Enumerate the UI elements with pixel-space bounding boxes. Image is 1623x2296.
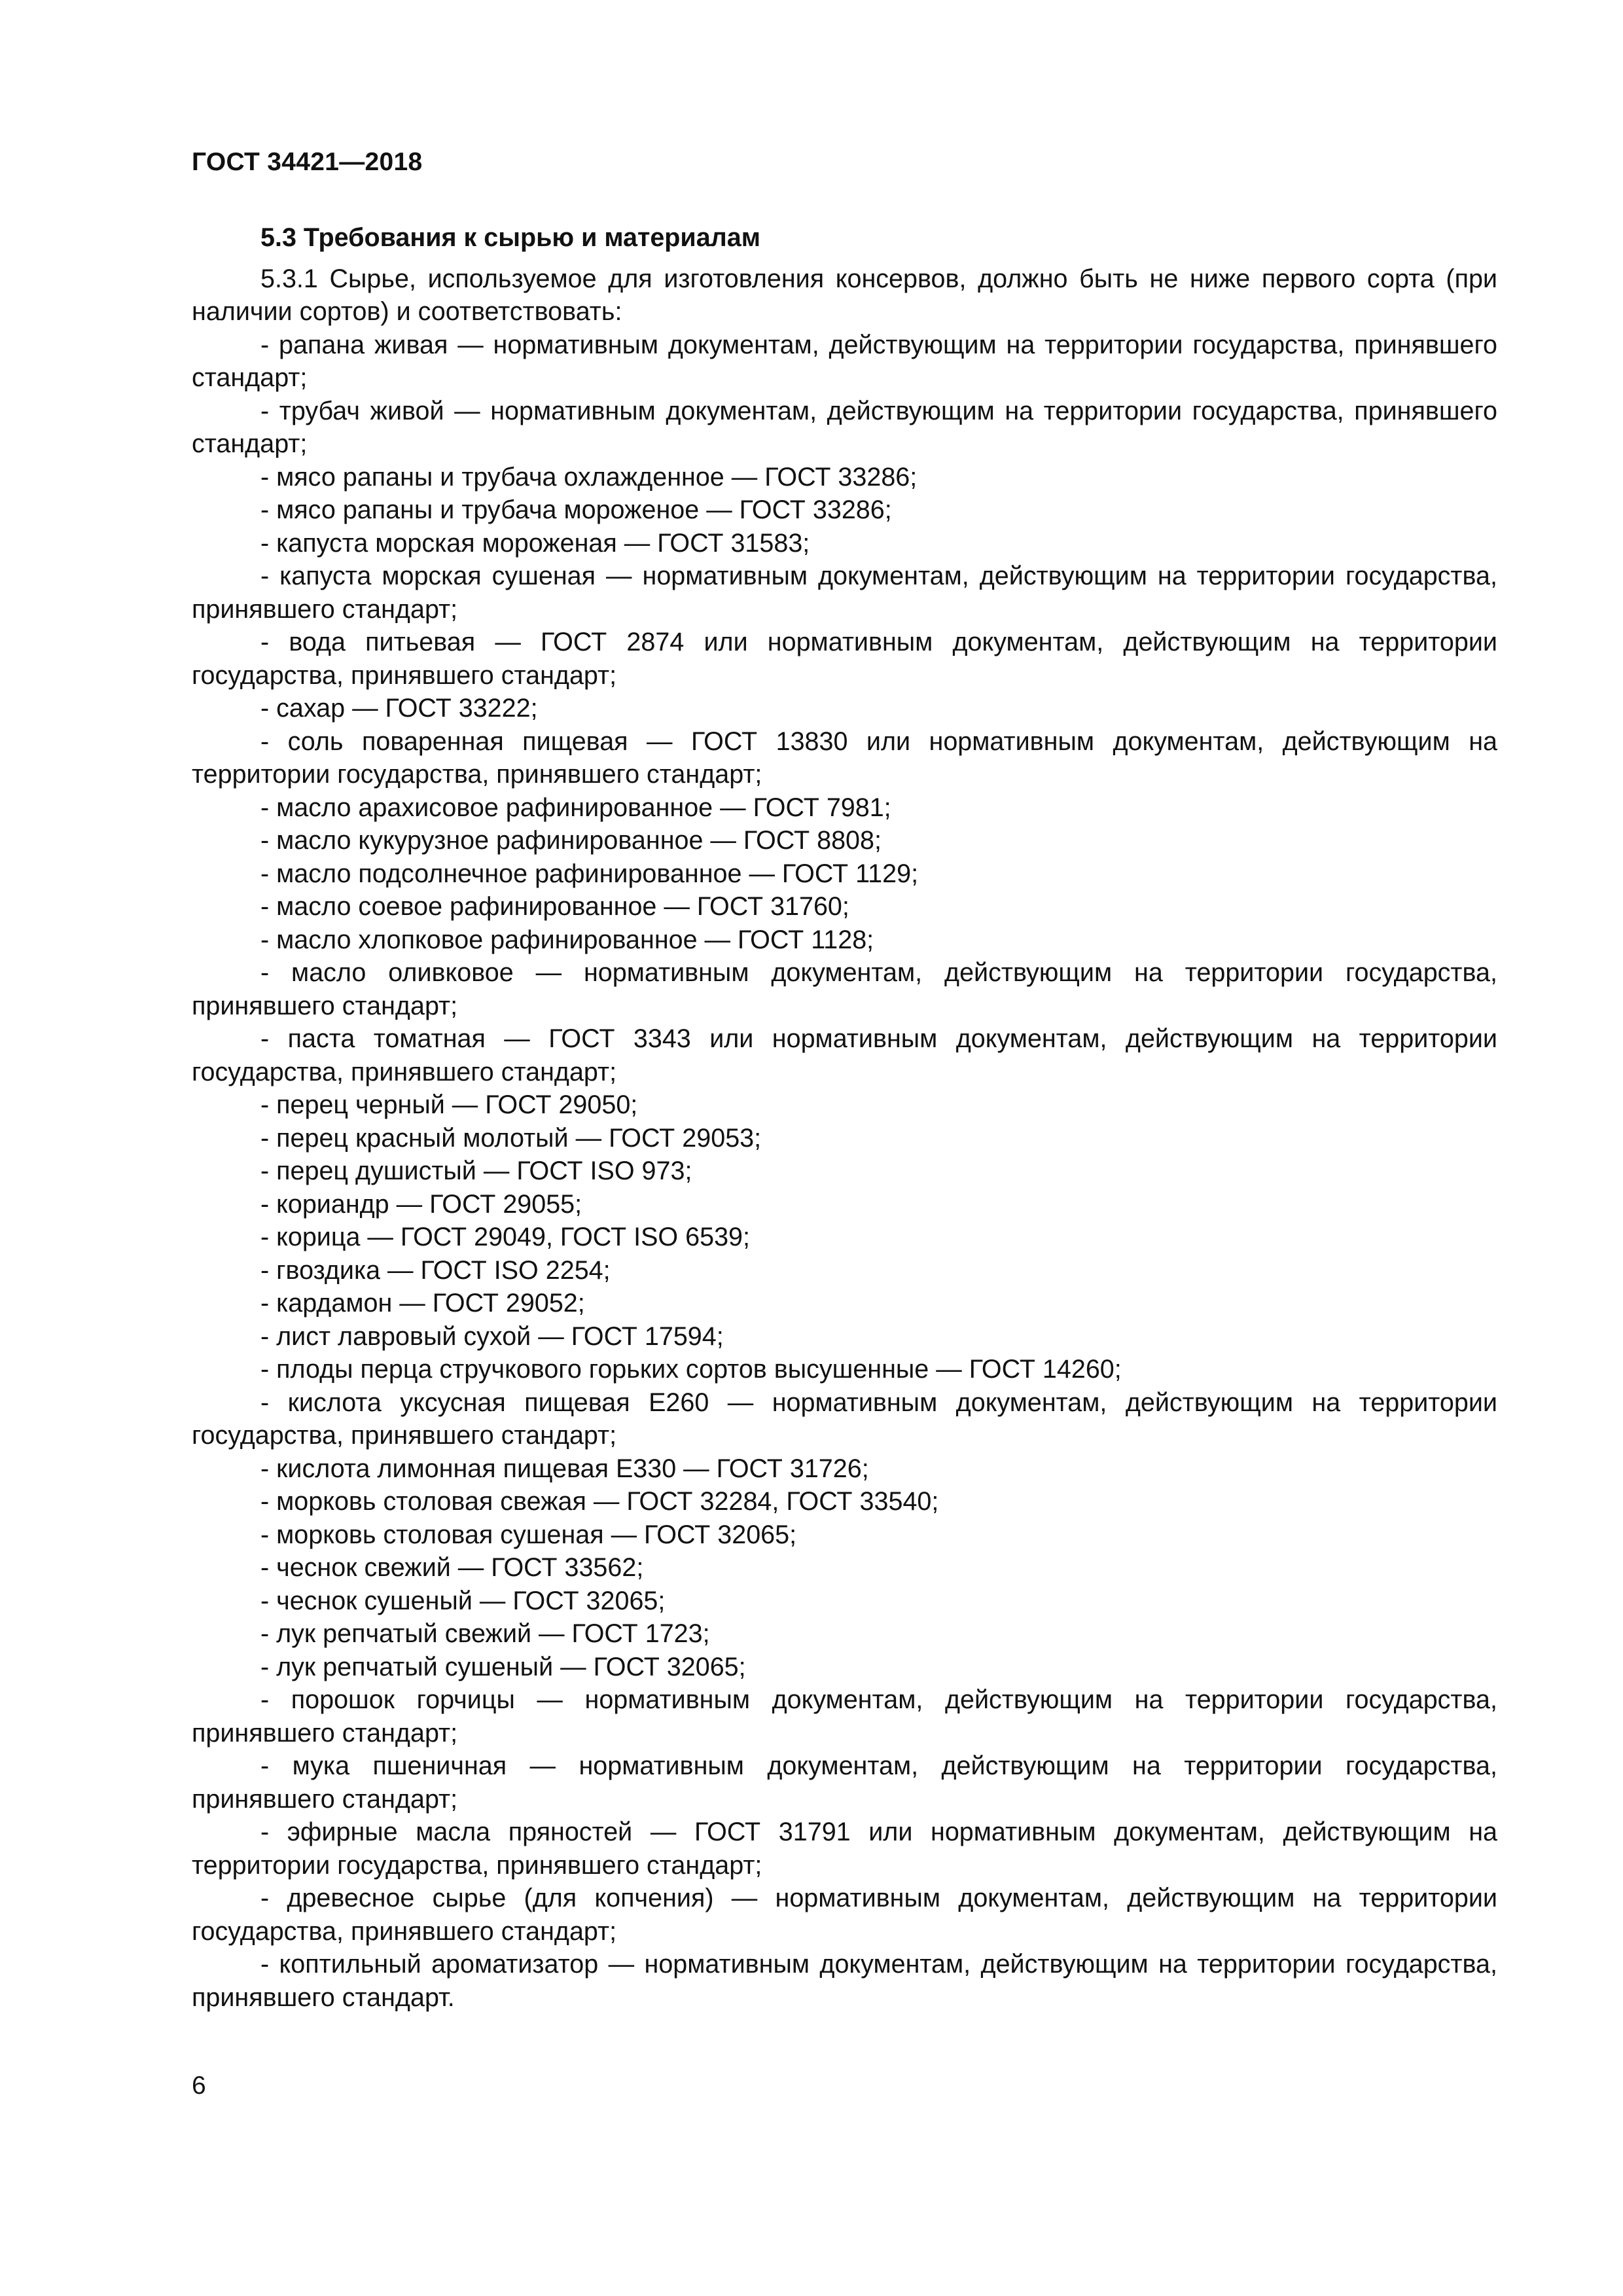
- document-body: [192, 221, 1497, 2014]
- list-item: - мясо рапаны и трубача мороженое — ГОСТ 33286;: [260, 495, 892, 524]
- page-number: 6: [192, 2072, 206, 2100]
- list-item: - лук репчатый сушеный — ГОСТ 32065;: [260, 1652, 746, 1681]
- list-item: - порошок горчицы — нормативным документам, действующим на территории государства, принявшего стандарт;: [192, 1685, 1497, 1748]
- list-item: - трубач живой — нормативным документам, действующим на территории государства, принявшего стандарт;: [192, 396, 1497, 458]
- list-item: - лук репчатый свежий — ГОСТ 1723;: [260, 1619, 710, 1648]
- list-item: - масло кукурузное рафинированное — ГОСТ 8808;: [260, 826, 882, 855]
- list-item: - корица — ГОСТ 29049, ГОСТ ISO 6539;: [260, 1223, 750, 1251]
- list-item: - капуста морская мороженая — ГОСТ 31583;: [260, 528, 810, 558]
- list-item: - масло хлопковое рафинированное — ГОСТ 1128;: [260, 925, 874, 954]
- list-item: - кислота лимонная пищевая Е330 — ГОСТ 31726;: [260, 1454, 869, 1483]
- list-item: - сахар — ГОСТ 33222;: [260, 694, 538, 723]
- list-item: - перец черный — ГОСТ 29050;: [260, 1090, 638, 1119]
- list-item: - паста томатная — ГОСТ 3343 или нормативным документам, действующим на территории государства, принявшего стандарт;: [192, 1024, 1497, 1086]
- list-item: - морковь столовая сушеная — ГОСТ 32065;: [260, 1520, 797, 1549]
- list-item: - капуста морская сушеная — нормативным документам, действующим на территории государства, принявшего стандарт;: [192, 562, 1497, 624]
- list-item: - рапана живая — нормативным документам, действующим на территории государства, принявшего стандарт;: [192, 330, 1497, 392]
- list-item: - перец красный молотый — ГОСТ 29053;: [260, 1123, 762, 1153]
- list-item: - вода питьевая — ГОСТ 2874 или нормативным документам, действующим на территории государства, принявшего стандарт;: [192, 628, 1497, 690]
- list-item: - масло подсолнечное рафинированное — ГОСТ 1129;: [260, 859, 919, 888]
- section-title: 5.3 Требования к сырью и материалам: [260, 223, 760, 252]
- list-item: - гвоздика — ГОСТ ISO 2254;: [260, 1255, 611, 1285]
- list-item: - перец душистый — ГОСТ ISO 973;: [260, 1157, 692, 1185]
- paragraph-list: [192, 262, 1497, 2015]
- list-item: - масло соевое рафинированное — ГОСТ 31760;: [260, 892, 849, 921]
- list-item: - древесное сырье (для копчения) — нормативным документам, действующим на территории государства, принявшего стандарт;: [192, 1884, 1497, 1946]
- list-item: - мясо рапаны и трубача охлажденное — ГОСТ 33286;: [260, 462, 918, 492]
- list-item: - кислота уксусная пищевая Е260 — нормативным документам, действующим на территории государства, принявшего стандарт;: [192, 1388, 1497, 1450]
- list-item: - масло арахисовое рафинированное — ГОСТ 7981;: [260, 793, 891, 822]
- list-item: - мука пшеничная — нормативным документам, действующим на территории государства, принявшего стандарт;: [192, 1751, 1497, 1814]
- list-item: - коптильный ароматизатор — нормативным документам, действующим на территории государства, принявшего стандарт.: [192, 1950, 1497, 2012]
- list-item: - кориандр — ГОСТ 29055;: [260, 1189, 582, 1219]
- intro-paragraph: 5.3.1 Сырье, используемое для изготовления консервов, должно быть не ниже первого сорта (при наличии сортов) и соответствовать:: [192, 264, 1497, 326]
- list-item: - чеснок свежий — ГОСТ 33562;: [260, 1553, 644, 1582]
- list-item: - кардамон — ГОСТ 29052;: [260, 1289, 585, 1318]
- list-item: - чеснок сушеный — ГОСТ 32065;: [260, 1586, 666, 1615]
- list-item: - морковь столовая свежая — ГОСТ 32284, ГОСТ 33540;: [260, 1487, 939, 1516]
- list-item: - лист лавровый сухой — ГОСТ 17594;: [260, 1321, 724, 1351]
- list-item: - соль поваренная пищевая — ГОСТ 13830 или нормативным документам, действующим на территории государства, принявшего стандарт;: [192, 726, 1497, 789]
- list-item: - масло оливковое — нормативным документам, действующим на территории государства, принявшего стандарт;: [192, 958, 1497, 1020]
- list-item: - плоды перца стручкового горьких сортов высушенные — ГОСТ 14260;: [260, 1355, 1122, 1384]
- document-code-header: ГОСТ 34421—2018: [192, 148, 423, 176]
- list-item: - эфирные масла пряностей — ГОСТ 31791 или нормативным документам, действующим на территории государства, принявшего стандарт;: [192, 1818, 1497, 1880]
